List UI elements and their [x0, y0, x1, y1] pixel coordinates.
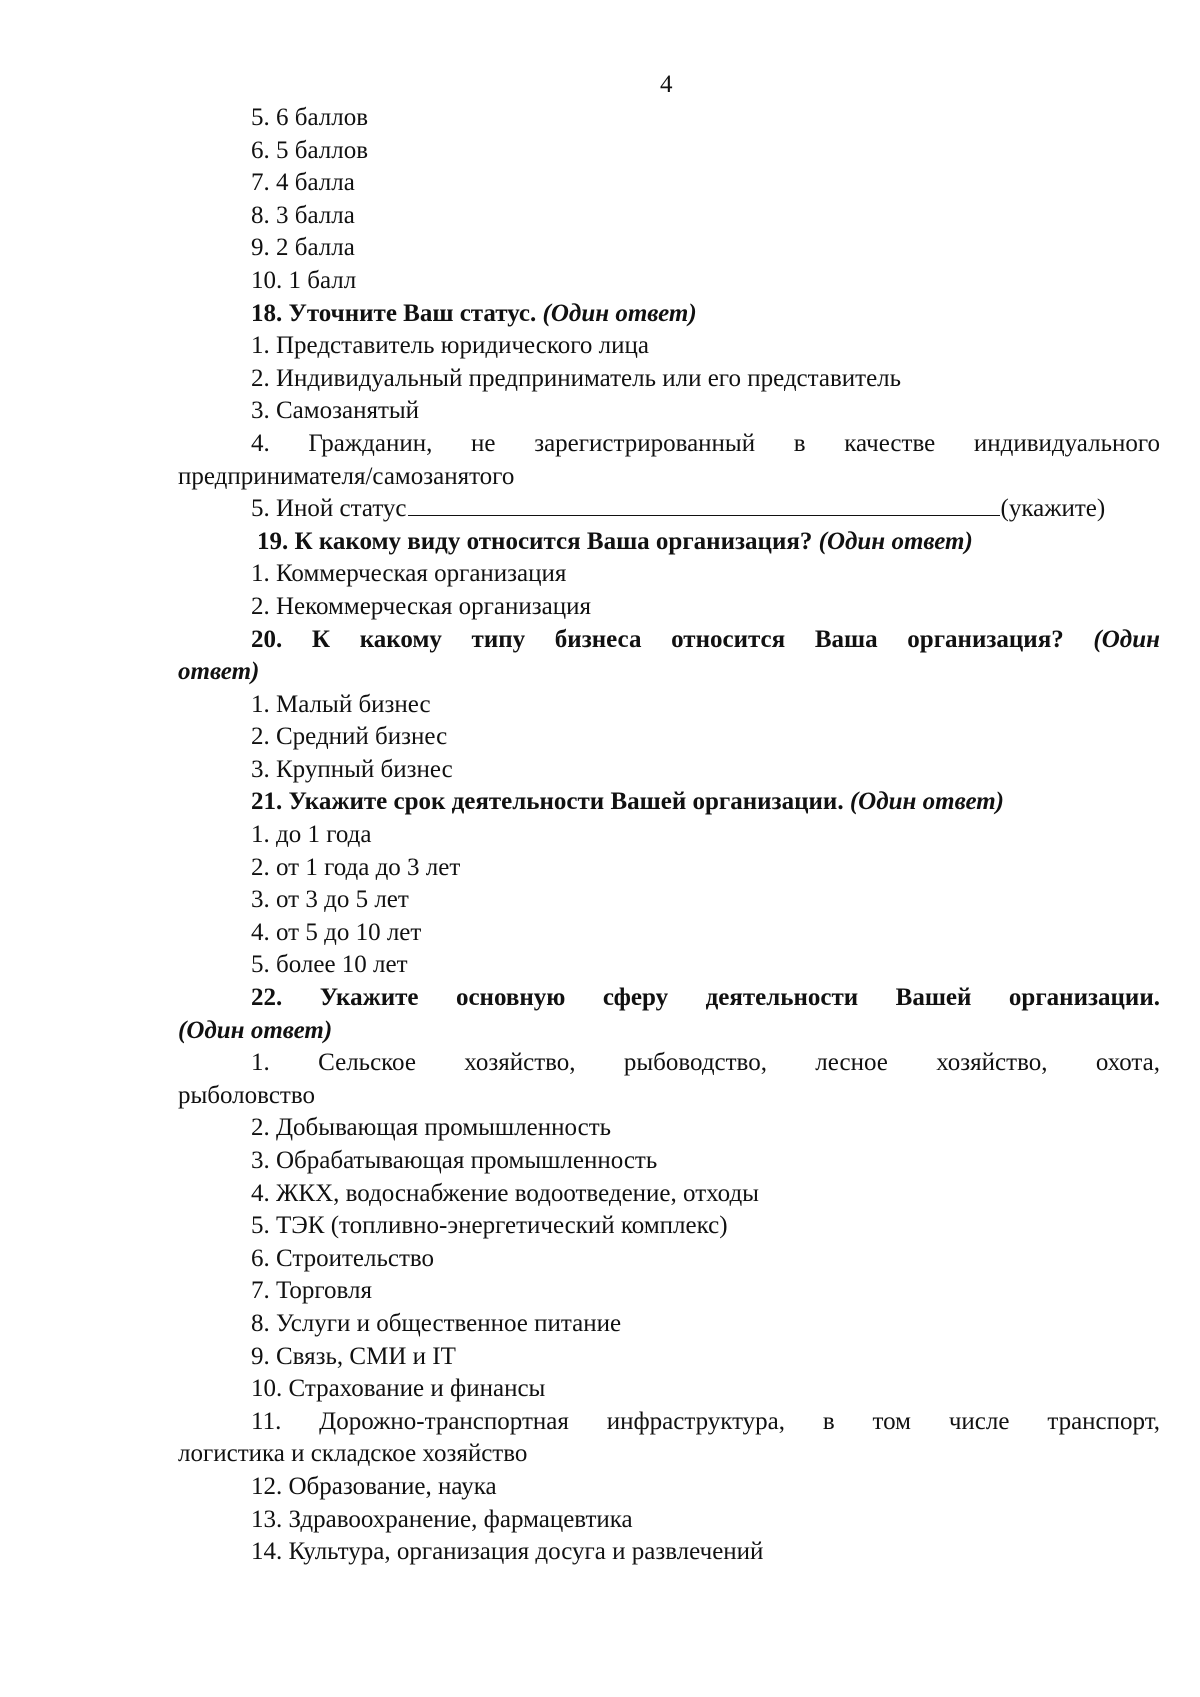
q22-note: (Один ответ)	[178, 1016, 333, 1044]
q18-option: 1. Представитель юридического лица	[251, 332, 649, 360]
page-number: 4	[660, 71, 673, 98]
q17-option: 6. 5 баллов	[251, 136, 369, 164]
q21-option: 2. от 1 года до 3 лет	[251, 853, 461, 881]
q18-option: 2. Индивидуальный предприниматель или его представитель	[251, 364, 902, 392]
q18-title: 18. Уточните Ваш статус.	[251, 299, 537, 327]
q18-note: (Один ответ)	[542, 299, 697, 327]
q22-option: 14. Культура, организация досуга и развлечений	[251, 1538, 764, 1566]
q22-option-1-line1: 1. Сельское хозяйство, рыбоводство, лесное хозяйство, охота,	[251, 1049, 1160, 1077]
q18-heading	[178, 298, 1160, 331]
q20-option: 3. Крупный бизнес	[251, 755, 453, 783]
q21-option: 3. от 3 до 5 лет	[251, 886, 409, 914]
q22-heading-line1: 22. Укажите основную сферу деятельности Вашей организации.	[251, 984, 1160, 1012]
q20-title: 20. К какому типу бизнеса относится Ваша организация?	[251, 625, 1064, 653]
q18-option-4-line1: 4. Гражданин, не зарегистрированный в качестве индивидуального	[251, 429, 1160, 457]
q21-option: 5. более 10 лет	[251, 951, 408, 979]
q18-option-4-line2: предпринимателя/самозанятого	[178, 462, 515, 490]
q20-option: 2. Средний бизнес	[251, 723, 448, 751]
questionnaire-content	[178, 102, 1160, 1569]
q20-note-part2: ответ)	[178, 658, 260, 686]
q22-option: 3. Обрабатывающая промышленность	[251, 1147, 658, 1174]
q22-option-1-line2: рыболовство	[178, 1081, 315, 1109]
q21-heading	[178, 786, 1160, 819]
q21-option: 4. от 5 до 10 лет	[251, 918, 422, 946]
q19-note: (Один ответ)	[818, 527, 973, 555]
q18-option-5-hint: (укажите)	[1000, 495, 1106, 523]
q18-option-5-label: 5. Иной статус	[251, 495, 407, 523]
q19-option: 1. Коммерческая организация	[251, 560, 567, 588]
q19-option: 2. Некоммерческая организация	[251, 592, 592, 620]
q20-heading-line1	[178, 624, 1160, 657]
q22-option-11-line2: логистика и складское хозяйство	[178, 1440, 528, 1468]
q18-option: 3. Самозанятый	[251, 397, 420, 425]
q21-note: (Один ответ)	[849, 788, 1004, 816]
q20-option: 1. Малый бизнес	[251, 690, 431, 718]
q17-option: 5. 6 баллов	[251, 104, 369, 131]
q22-option: 7. Торговля	[251, 1277, 372, 1305]
q22-option: 9. Связь, СМИ и IT	[251, 1342, 456, 1370]
q22-option: 13. Здравоохранение, фармацевтика	[251, 1505, 633, 1533]
q22-heading-line2	[178, 1015, 1160, 1048]
q17-option: 8. 3 балла	[251, 201, 355, 229]
q22-option-11-line1: 11. Дорожно-транспортная инфраструктура, в том числе транспорт,	[251, 1407, 1160, 1435]
q22-option: 5. ТЭК (топливно-энергетический комплекс)	[251, 1212, 728, 1240]
other-status-blank[interactable]	[408, 493, 1000, 516]
q22-option: 6. Строительство	[251, 1244, 435, 1272]
q22-option: 4. ЖКХ, водоснабжение водоотведение, отходы	[251, 1179, 759, 1207]
q17-option: 7. 4 балла	[251, 169, 355, 197]
q19-heading	[178, 526, 1160, 559]
q21-title: 21. Укажите срок деятельности Вашей организации.	[251, 788, 844, 816]
q21-option: 1. до 1 года	[251, 821, 372, 849]
q20-note-part1: (Один	[1093, 625, 1160, 653]
q20-heading-line2	[178, 656, 1160, 689]
q17-option: 9. 2 балла	[251, 234, 355, 262]
q22-option: 2. Добывающая промышленность	[251, 1114, 612, 1142]
q22-option: 8. Услуги и общественное питание	[251, 1309, 622, 1337]
q22-option: 10. Страхование и финансы	[251, 1375, 546, 1403]
q18-option-5	[178, 493, 1160, 526]
q19-title: 19. К какому виду относится Ваша организация?	[257, 527, 813, 555]
q17-option: 10. 1 балл	[251, 266, 357, 294]
q22-option: 12. Образование, наука	[251, 1472, 497, 1500]
